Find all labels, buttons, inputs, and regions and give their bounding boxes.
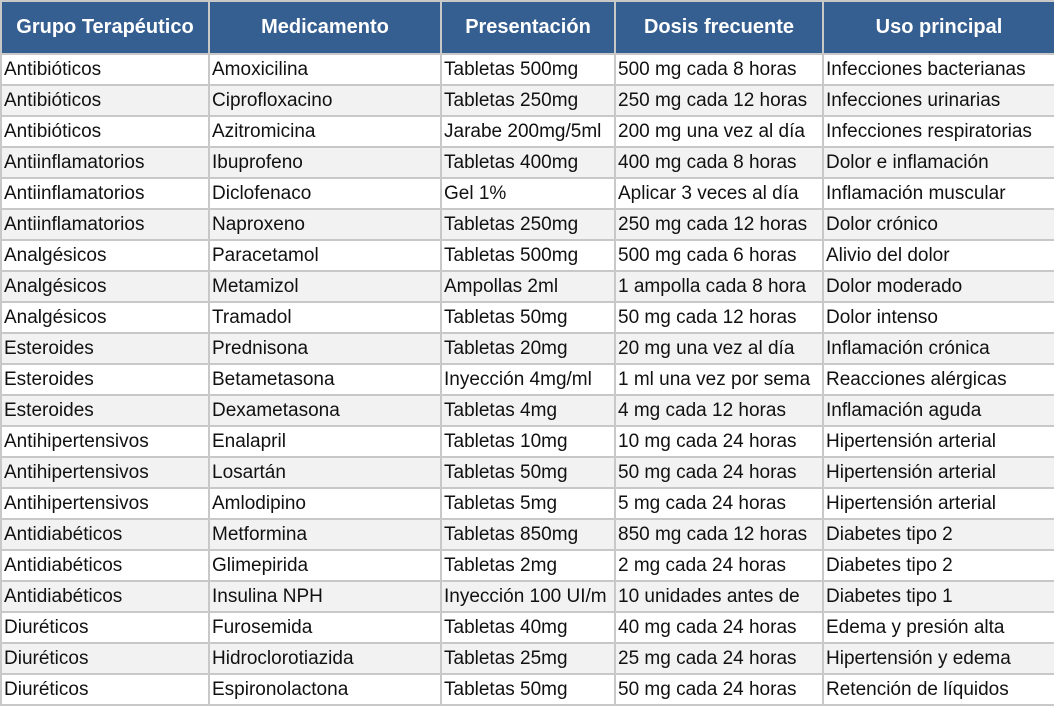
table-row: [1, 302, 1054, 333]
table-row: [1, 457, 1054, 488]
grupo-cell[interactable]: Antihipertensivos: [1, 426, 209, 457]
grupo-cell[interactable]: Antidiabéticos: [1, 550, 209, 581]
medicamento-cell[interactable]: Naproxeno: [209, 209, 441, 240]
header-uso-principal[interactable]: Uso principal: [823, 1, 1054, 54]
presentacion-cell[interactable]: Tabletas 50mg: [441, 457, 615, 488]
medicamento-cell[interactable]: Metamizol: [209, 271, 441, 302]
table-row: [1, 333, 1054, 364]
presentacion-cell[interactable]: Ampollas 2ml: [441, 271, 615, 302]
grupo-cell[interactable]: Antiinflamatorios: [1, 147, 209, 178]
dosis-cell[interactable]: 500 mg cada 8 horas: [615, 54, 823, 85]
dosis-cell[interactable]: 50 mg cada 12 horas: [615, 302, 823, 333]
uso-cell[interactable]: Inflamación aguda: [823, 395, 1054, 426]
table-row: [1, 395, 1054, 426]
presentacion-cell[interactable]: Gel 1%: [441, 178, 615, 209]
dosis-cell[interactable]: 4 mg cada 12 horas: [615, 395, 823, 426]
table-row: [1, 581, 1054, 612]
grupo-cell[interactable]: Esteroides: [1, 333, 209, 364]
table-row: [1, 364, 1054, 395]
header-dosis-frecuente[interactable]: Dosis frecuente: [615, 1, 823, 54]
table-body: [1, 54, 1054, 705]
dosis-cell[interactable]: 500 mg cada 6 horas: [615, 240, 823, 271]
grupo-cell[interactable]: Antibióticos: [1, 116, 209, 147]
grupo-cell[interactable]: Diuréticos: [1, 674, 209, 705]
grupo-cell[interactable]: Antiinflamatorios: [1, 209, 209, 240]
presentacion-cell[interactable]: Tabletas 2mg: [441, 550, 615, 581]
presentacion-cell[interactable]: Tabletas 20mg: [441, 333, 615, 364]
table-row: [1, 674, 1054, 705]
uso-cell[interactable]: Hipertensión arterial: [823, 488, 1054, 519]
dosis-cell[interactable]: 1 ml una vez por sema: [615, 364, 823, 395]
uso-cell[interactable]: Reacciones alérgicas: [823, 364, 1054, 395]
medicamento-cell[interactable]: Losartán: [209, 457, 441, 488]
medicamento-cell[interactable]: Metformina: [209, 519, 441, 550]
presentacion-cell[interactable]: Tabletas 850mg: [441, 519, 615, 550]
dosis-cell[interactable]: Aplicar 3 veces al día: [615, 178, 823, 209]
dosis-cell[interactable]: 10 unidades antes de: [615, 581, 823, 612]
dosis-cell[interactable]: 20 mg una vez al día: [615, 333, 823, 364]
table-row: [1, 85, 1054, 116]
grupo-cell[interactable]: Esteroides: [1, 395, 209, 426]
table-row: [1, 426, 1054, 457]
grupo-cell[interactable]: Antihipertensivos: [1, 457, 209, 488]
dosis-cell[interactable]: 1 ampolla cada 8 hora: [615, 271, 823, 302]
grupo-cell[interactable]: Analgésicos: [1, 240, 209, 271]
uso-cell[interactable]: Hipertensión y edema: [823, 643, 1054, 674]
medicamento-cell[interactable]: Dexametasona: [209, 395, 441, 426]
uso-cell[interactable]: Dolor intenso: [823, 302, 1054, 333]
dosis-cell[interactable]: 250 mg cada 12 horas: [615, 85, 823, 116]
medicamento-cell[interactable]: Betametasona: [209, 364, 441, 395]
presentacion-cell[interactable]: Tabletas 4mg: [441, 395, 615, 426]
presentacion-cell[interactable]: Tabletas 25mg: [441, 643, 615, 674]
medicamento-cell[interactable]: Hidroclorotiazida: [209, 643, 441, 674]
medicamento-cell[interactable]: Insulina NPH: [209, 581, 441, 612]
uso-cell[interactable]: Infecciones bacterianas: [823, 54, 1054, 85]
medicamento-cell[interactable]: Amoxicilina: [209, 54, 441, 85]
grupo-cell[interactable]: Antiinflamatorios: [1, 178, 209, 209]
presentacion-cell[interactable]: Tabletas 40mg: [441, 612, 615, 643]
medicamento-cell[interactable]: Paracetamol: [209, 240, 441, 271]
dosis-cell[interactable]: 50 mg cada 24 horas: [615, 457, 823, 488]
dosis-cell[interactable]: 250 mg cada 12 horas: [615, 209, 823, 240]
medicamento-cell[interactable]: Azitromicina: [209, 116, 441, 147]
table-row: [1, 178, 1054, 209]
dosis-cell[interactable]: 5 mg cada 24 horas: [615, 488, 823, 519]
table-row: [1, 271, 1054, 302]
grupo-cell[interactable]: Antibióticos: [1, 85, 209, 116]
medicamento-cell[interactable]: Ibuprofeno: [209, 147, 441, 178]
header-grupo-terapeutico[interactable]: Grupo Terapéutico: [1, 1, 209, 54]
medicamento-cell[interactable]: Prednisona: [209, 333, 441, 364]
presentacion-cell[interactable]: Tabletas 250mg: [441, 209, 615, 240]
presentacion-cell[interactable]: Inyección 100 UI/m: [441, 581, 615, 612]
header-medicamento[interactable]: Medicamento: [209, 1, 441, 54]
medicamento-cell[interactable]: Ciprofloxacino: [209, 85, 441, 116]
table-row: [1, 643, 1054, 674]
uso-cell[interactable]: Infecciones respiratorias: [823, 116, 1054, 147]
table-row: [1, 519, 1054, 550]
dosis-cell[interactable]: 200 mg una vez al día: [615, 116, 823, 147]
grupo-cell[interactable]: Antidiabéticos: [1, 519, 209, 550]
uso-cell[interactable]: Alivio del dolor: [823, 240, 1054, 271]
uso-cell[interactable]: Infecciones urinarias: [823, 85, 1054, 116]
table-row: [1, 550, 1054, 581]
uso-cell[interactable]: Dolor moderado: [823, 271, 1054, 302]
grupo-cell[interactable]: Analgésicos: [1, 271, 209, 302]
grupo-cell[interactable]: Diuréticos: [1, 612, 209, 643]
grupo-cell[interactable]: Analgésicos: [1, 302, 209, 333]
table-row: [1, 116, 1054, 147]
dosis-cell[interactable]: 400 mg cada 8 horas: [615, 147, 823, 178]
grupo-cell[interactable]: Antidiabéticos: [1, 581, 209, 612]
grupo-cell[interactable]: Antibióticos: [1, 54, 209, 85]
presentacion-cell[interactable]: Jarabe 200mg/5ml: [441, 116, 615, 147]
uso-cell[interactable]: Inflamación crónica: [823, 333, 1054, 364]
dosis-cell[interactable]: 10 mg cada 24 horas: [615, 426, 823, 457]
dosis-cell[interactable]: 25 mg cada 24 horas: [615, 643, 823, 674]
uso-cell[interactable]: Dolor crónico: [823, 209, 1054, 240]
medicamento-cell[interactable]: Tramadol: [209, 302, 441, 333]
medicamento-cell[interactable]: Amlodipino: [209, 488, 441, 519]
uso-cell[interactable]: Edema y presión alta: [823, 612, 1054, 643]
table-row: [1, 209, 1054, 240]
medicamento-cell[interactable]: Diclofenaco: [209, 178, 441, 209]
header-row: [1, 1, 1054, 54]
uso-cell[interactable]: Dolor e inflamación: [823, 147, 1054, 178]
dosis-cell[interactable]: 850 mg cada 12 horas: [615, 519, 823, 550]
medicamento-cell[interactable]: Espironolactona: [209, 674, 441, 705]
presentacion-cell[interactable]: Tabletas 500mg: [441, 240, 615, 271]
uso-cell[interactable]: Inflamación muscular: [823, 178, 1054, 209]
grupo-cell[interactable]: Diuréticos: [1, 643, 209, 674]
medicamento-cell[interactable]: Glimepirida: [209, 550, 441, 581]
presentacion-cell[interactable]: Tabletas 400mg: [441, 147, 615, 178]
header-presentacion[interactable]: Presentación: [441, 1, 615, 54]
uso-cell[interactable]: Diabetes tipo 2: [823, 550, 1054, 581]
medicamento-cell[interactable]: Furosemida: [209, 612, 441, 643]
presentacion-cell[interactable]: Tabletas 50mg: [441, 674, 615, 705]
medicamento-cell[interactable]: Enalapril: [209, 426, 441, 457]
presentacion-cell[interactable]: Tabletas 5mg: [441, 488, 615, 519]
grupo-cell[interactable]: Antihipertensivos: [1, 488, 209, 519]
table-row: [1, 240, 1054, 271]
presentacion-cell[interactable]: Tabletas 500mg: [441, 54, 615, 85]
dosis-cell[interactable]: 40 mg cada 24 horas: [615, 612, 823, 643]
grupo-cell[interactable]: Esteroides: [1, 364, 209, 395]
table-row: [1, 147, 1054, 178]
table-row: [1, 612, 1054, 643]
uso-cell[interactable]: Hipertensión arterial: [823, 457, 1054, 488]
uso-cell[interactable]: Hipertensión arterial: [823, 426, 1054, 457]
table-row: [1, 488, 1054, 519]
uso-cell[interactable]: Retención de líquidos: [823, 674, 1054, 705]
uso-cell[interactable]: Diabetes tipo 2: [823, 519, 1054, 550]
presentacion-cell[interactable]: Tabletas 50mg: [441, 302, 615, 333]
presentacion-cell[interactable]: Tabletas 10mg: [441, 426, 615, 457]
presentacion-cell[interactable]: Inyección 4mg/ml: [441, 364, 615, 395]
table-row: [1, 54, 1054, 85]
dosis-cell[interactable]: 50 mg cada 24 horas: [615, 674, 823, 705]
uso-cell[interactable]: Diabetes tipo 1: [823, 581, 1054, 612]
dosis-cell[interactable]: 2 mg cada 24 horas: [615, 550, 823, 581]
presentacion-cell[interactable]: Tabletas 250mg: [441, 85, 615, 116]
